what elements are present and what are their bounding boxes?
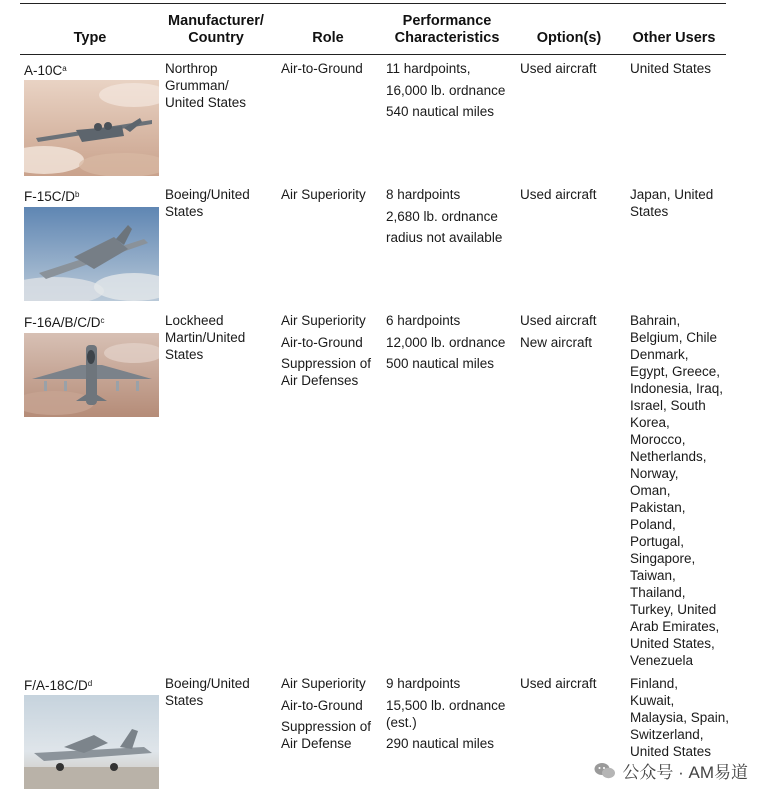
user-line: Oman,	[630, 483, 671, 498]
other-users-cell: Japan, United States	[630, 187, 714, 219]
type-cell: $F-15C/D^b$	[24, 189, 80, 204]
user-line: Pakistan,	[630, 500, 686, 515]
manufacturer-cell: Lockheed Martin/United States	[165, 313, 246, 362]
user-line: Denmark,	[630, 347, 689, 362]
performance-cell: 11 hardpoints, 16,000 lb. ordnance 540 nautical miles	[386, 61, 506, 119]
user-line: Venezuela	[630, 653, 694, 668]
user-line: Belgium, Chile	[630, 330, 718, 345]
type-cell: $A-10C^a$	[24, 63, 67, 78]
role-cell: Air Superiority Air-to-Ground Suppression of Air Defenses	[281, 313, 372, 388]
user-line: Netherlands,	[630, 449, 707, 464]
header-options: Option(s)	[536, 30, 602, 46]
watermark-text: 公众号 · AM易道	[622, 763, 748, 782]
user-line: Poland,	[630, 517, 676, 532]
table-top-rule	[20, 3, 726, 4]
user-line: Korea,	[630, 415, 670, 430]
fa18-photo	[24, 695, 159, 789]
other-users-cell: Finland, Kuwait, Malaysia, Spain, Switzerland, United States	[630, 676, 730, 759]
a10c-photo	[24, 80, 159, 176]
f15-photo	[24, 207, 159, 301]
user-line: Norway,	[630, 466, 679, 481]
user-line: Israel, South	[630, 398, 706, 413]
f16-photo	[24, 333, 159, 417]
wechat-icon	[594, 762, 616, 780]
user-line: United States,	[630, 636, 715, 651]
user-line: Turkey, United	[630, 602, 717, 617]
manufacturer-cell: Northrop Grumman/ United States	[165, 61, 247, 110]
table-header-rule	[20, 54, 726, 55]
options-cell: Used aircraft	[520, 61, 597, 76]
type-cell: $F/A-18C/D^d$	[24, 678, 93, 693]
user-line: Taiwan,	[630, 568, 676, 583]
options-cell: Used aircraft	[520, 187, 597, 202]
options-cell: Used aircraft	[520, 676, 597, 691]
header-role: Role	[312, 30, 344, 46]
header-other-users: Other Users	[632, 30, 716, 46]
other-users-cell	[630, 312, 723, 669]
options-cell: Used aircraft New aircraft	[520, 313, 597, 350]
user-line: Singapore,	[630, 551, 696, 566]
other-users-cell: United States	[630, 61, 712, 76]
user-line: Morocco,	[630, 432, 686, 447]
header-manufacturer: Manufacturer/ Country	[168, 13, 264, 46]
user-line: Bahrain,	[630, 313, 681, 328]
watermark	[594, 758, 748, 783]
user-line: Arab Emirates,	[630, 619, 720, 634]
user-line: Egypt, Greece,	[630, 364, 721, 379]
user-line: Thailand,	[630, 585, 686, 600]
manufacturer-cell: Boeing/United States	[165, 187, 250, 219]
header-type: Type	[73, 30, 107, 46]
performance-cell: 6 hardpoints 12,000 lb. ordnance 500 nautical miles	[386, 313, 506, 371]
user-line: Indonesia, Iraq,	[630, 381, 724, 396]
user-line: Portugal,	[630, 534, 685, 549]
role-cell: Air-to-Ground	[281, 61, 363, 76]
performance-cell: 8 hardpoints 2,680 lb. ordnance radius not available	[386, 187, 503, 245]
performance-cell: 9 hardpoints 15,500 lb. ordnance (est.) 290 nautical miles	[386, 676, 506, 751]
role-cell: Air Superiority Air-to-Ground Suppression of Air Defense	[281, 676, 372, 751]
type-cell: $F-16A/B/C/D^c$	[24, 315, 105, 330]
header-performance: Performance Characteristics	[394, 13, 500, 46]
manufacturer-cell: Boeing/United States	[165, 676, 250, 708]
role-cell: Air Superiority	[281, 187, 366, 202]
